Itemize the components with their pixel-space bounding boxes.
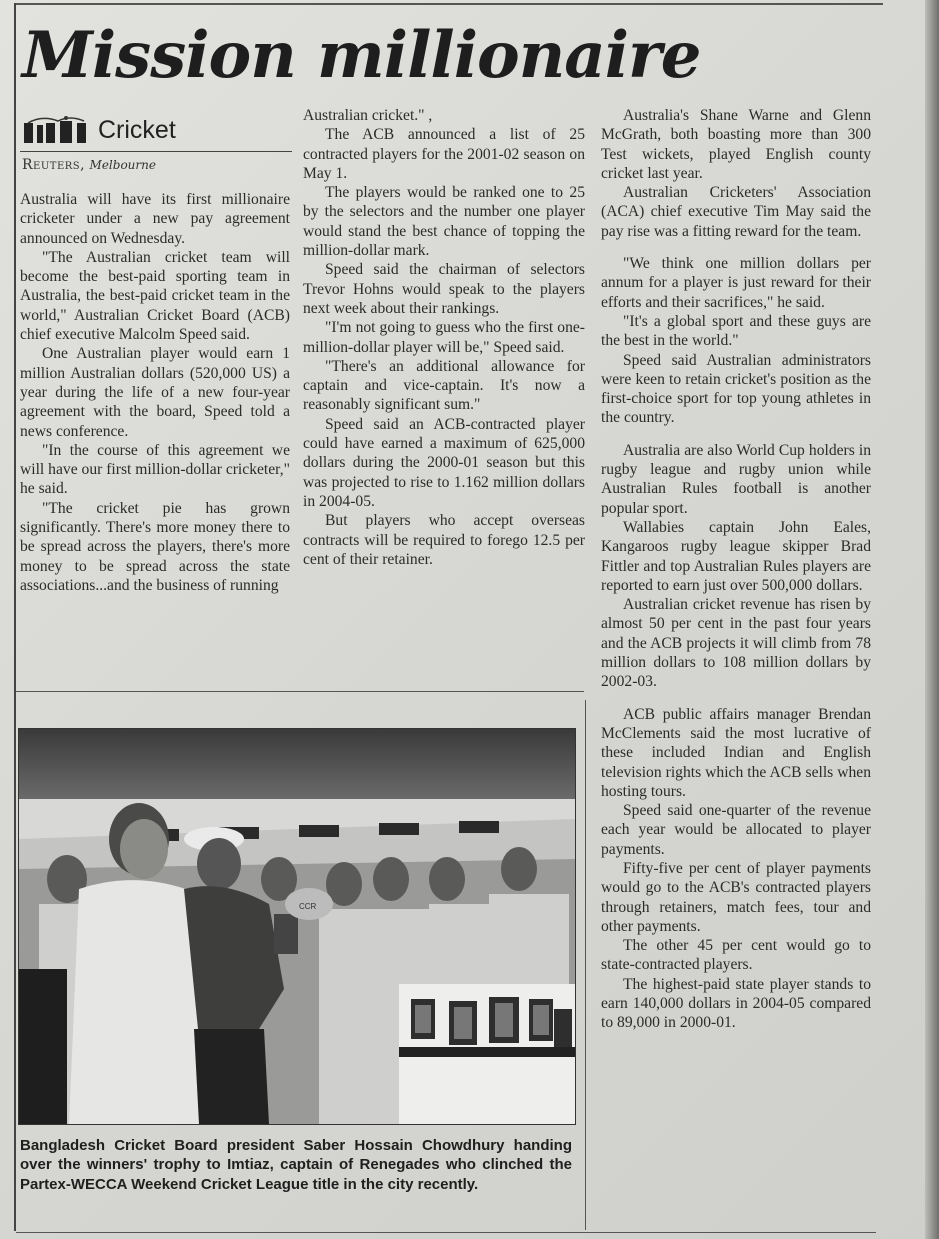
headline: Mission millionaire bbox=[22, 18, 701, 93]
left-rule bbox=[14, 3, 16, 1231]
paragraph: "I'm not going to guess who the first one-million-dollar player will be," Speed said. bbox=[303, 319, 585, 356]
bottom-rule bbox=[16, 1232, 876, 1233]
photo-illustration bbox=[19, 729, 575, 1124]
byline bbox=[22, 157, 156, 173]
paragraph: Speed said the chairman of selectors Trevor Hohns would speak to the players next week about their rankings. bbox=[303, 261, 585, 317]
cricket-logo-icon bbox=[22, 115, 94, 145]
section-label: Cricket bbox=[98, 115, 176, 144]
byline-agency: Reuters, bbox=[22, 157, 86, 173]
paragraph: The ACB announced a list of 25 contracted players for the 2001-02 season on May 1. bbox=[303, 126, 585, 182]
paragraph: "In the course of this agreement we will have our first million-dollar cricketer," he said. bbox=[20, 441, 290, 498]
paragraph: "The cricket pie has grown significantly. There's more money there to be spread across the players, there's more money to be spread across the state associations...and the business of running bbox=[20, 499, 290, 594]
paragraph: The other 45 per cent would go to state-contracted players. bbox=[601, 937, 871, 974]
paragraph: Speed said an ACB-contracted player could have earned a maximum of 625,000 dollars during the 2000-01 season but this was projected to rise to 1.162 million dollars in 2004-05. bbox=[303, 415, 585, 510]
byline-city: Melbourne bbox=[89, 158, 156, 172]
article-column-3 bbox=[601, 106, 871, 1033]
paragraph: Australian cricket revenue has risen by almost 50 per cent in the past four years and the ACB projects it will climb from 78 million dollars to 108 million dollars by 2002-03. bbox=[601, 596, 871, 691]
paragraph: But players who accept overseas contracts will be required to forego 12.5 per cent of their retainer. bbox=[303, 512, 585, 568]
paragraph: Speed said Australian administrators were keen to retain cricket's position as the first-choice sport for top young athletes in the country. bbox=[601, 351, 871, 427]
paragraph: "It's a global sport and these guys are the best in the world." bbox=[601, 312, 871, 350]
paragraph: Wallabies captain John Eales, Kangaroos rugby league skipper Brad Fittler and top Australian Rules players are reported to earn just over 500,000 dollars. bbox=[601, 518, 871, 594]
paragraph: Speed said one-quarter of the revenue each year would be allocated to player payments. bbox=[601, 802, 871, 858]
article-column-2 bbox=[303, 106, 585, 569]
byline-rule bbox=[20, 151, 292, 152]
photo-top-rule bbox=[16, 691, 584, 692]
paragraph: ACB public affairs manager Brendan McClements said the most lucrative of these included Indian and English television rights which the ACB sells when hosting tours. bbox=[601, 705, 871, 800]
paragraph: The highest-paid state player stands to earn 140,000 dollars in 2004-05 compared to 89,000 in 2000-01. bbox=[601, 975, 871, 1032]
paragraph: Australian cricket." , bbox=[303, 107, 433, 124]
news-photo bbox=[18, 728, 576, 1125]
paragraph: Australia are also World Cup holders in rugby league and rugby union while Australian Rules football is another popular sport. bbox=[601, 441, 871, 517]
paragraph: Australia will have its first millionaire cricketer under a new pay agreement announced on Wednesday. bbox=[20, 191, 290, 247]
paragraph: "We think one million dollars per annum for a player is just reward for their efforts and their sacrifices," he said. bbox=[601, 255, 871, 311]
paragraph: The players would be ranked one to 25 by the selectors and the number one player would stand the best chance of topping the million-dollar mark. bbox=[303, 184, 585, 260]
paragraph: Fifty-five per cent of player payments would go to the ACB's contracted players through retainers, match fees, tour and other payments. bbox=[601, 859, 871, 935]
top-rule bbox=[14, 3, 883, 5]
trophy-text: CCR bbox=[299, 902, 317, 911]
paragraph: "There's an additional allowance for captain and vice-captain. It's now a reasonably significant sum." bbox=[303, 357, 585, 414]
section-header bbox=[22, 115, 176, 145]
paragraph: "The Australian cricket team will become the best-paid sporting team in Australia, the best-paid cricket team in the world," Australian Cricket Board (ACB) chief executive Malcolm Speed said. bbox=[20, 248, 290, 344]
photo-caption: Bangladesh Cricket Board president Saber Hossain Chowdhury handing over the winners' trophy to Imtiaz, captain of Renegades who clinched the Partex-WECCA Weekend Cricket League title in the city recently. bbox=[20, 1137, 572, 1193]
article-column-1 bbox=[20, 190, 290, 595]
paragraph: Australia's Shane Warne and Glenn McGrath, both boasting more than 300 Test wickets, played English county cricket last year. bbox=[601, 107, 871, 182]
paragraph: Australian Cricketers' Association (ACA) chief executive Tim May said the pay rise was a fitting reward for the team. bbox=[601, 184, 871, 240]
paragraph: One Australian player would earn 1 million Australian dollars (520,000 US) a year during the life of a new four-year agreement with the board, Speed told a news conference. bbox=[20, 345, 290, 440]
page-edge bbox=[925, 0, 939, 1239]
column-rule bbox=[585, 700, 586, 1230]
